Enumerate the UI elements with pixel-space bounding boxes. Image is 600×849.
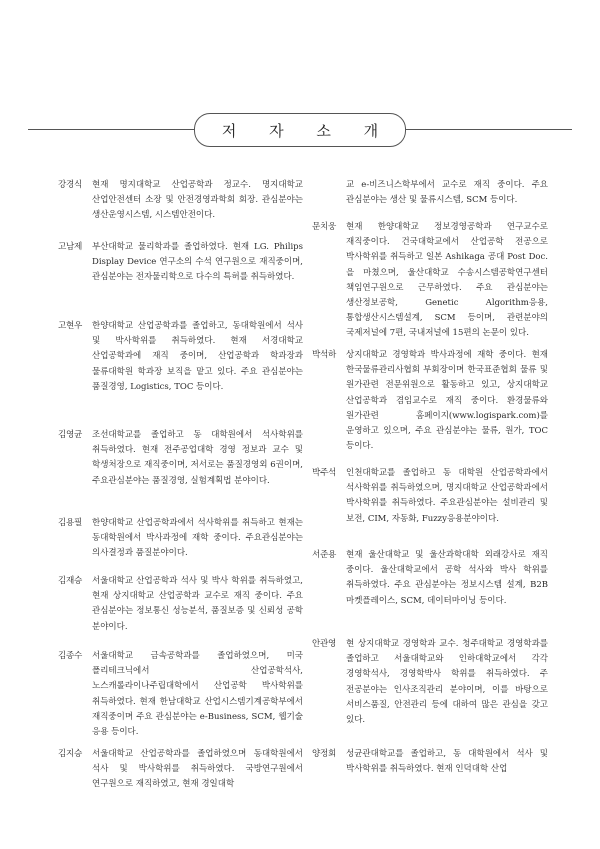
author-entry-continued [312,178,548,220]
author-name: 김지승 [58,749,83,759]
author-bio: 교 e-비즈니스학부에서 교수로 재직 중이다. 주요 관심분야는 생산 및 물류시스템, SCM 등이다. [346,180,548,206]
author-entry [312,348,548,466]
author-name: 고현우 [58,321,83,331]
author-bio: 현재 한양대학교 정보경영공학과 연구교수로 재직중이다. 건국대학교에서 산업공학 전공으로 박사학위를 취득하고 일본 Ashikaga 공대 Post Doc.을 마쳤으며, 울산대학교 수송시스템공학연구센터 책임연구원으로 근무하였다. 주요 관심분야는 생산정보공학, Genetic Algorithm응용, 통합생산시스템설계, SCM 등이며, 관련분야의 국제저널에 7편, 국내저널에 15편의 논문이 있다. [346,222,548,339]
author-entry [58,747,303,793]
section-title [28,110,572,150]
author-name: 양정회 [312,749,337,759]
author-name: 안관영 [312,639,337,649]
author-name: 김종수 [58,651,83,661]
author-entry [58,516,303,574]
author-name: 문치웅 [312,222,337,232]
author-entry [312,637,548,747]
author-bio: 상지대학교 경영학과 박사과정에 재학 중이다. 현재 한국물류관리사협회 부회장이며 한국표준협회 물류 및 원가관련 전문위원으로 활동하고 있고, 상지대학교 산업공학과 겸임교수로 재직 중이다. 환경물류와 원가관련 홈페이지(www.logispark.com)를 운영하고 있으며, 주요 관심분야는 물류, 원가, TOC 등이다. [346,350,548,452]
author-bio: 서울대학교 금속공학과를 졸업하였으며, 미국 폴리테크닉에서 산업공학석사, 노스캐롤라이나주립대학에서 산업공학 박사학위를 취득하였다. 현재 한남대학교 산업시스템기계공학부에서 재직중이며 주요 관심분야는 e-Business, SCM, 웹기술 응용 등이다. [92,651,303,738]
author-bio: 한양대학교 산업공학과를 졸업하고, 동대학원에서 석사 및 박사학위를 취득하였다. 현재 서경대학교 산업공학과에 재직 중이며, 산업공학과 학과장과 물류대학원 학과장 보직을 맡고 있다. 주요 관심분야는 품질경영, Logistics, TOC 등이다. [92,321,303,392]
author-entry [58,178,303,240]
author-entry [312,466,548,548]
author-bio: 현재 명지대학교 산업공학과 정교수. 명지대학교 산업안전센터 소장 및 안전경영과학회 회장. 관심분야는 생산운영시스템, 시스템안전이다. [92,180,303,221]
author-bio: 서울대학교 산업공학과 석사 및 박사 학위를 취득하였고, 현재 상지대학교 산업공학과 교수로 재직 중이다. 주요 관심분야는 정보통신 성능분석, 품질보증 및 신뢰성 공학 분야이다. [92,576,303,632]
author-bio: 현 상지대학교 경영학과 교수. 청주대학교 경영학과를 졸업하고 서울대학교와 인하대학교에서 각각 경영학석사, 경영학박사 학위를 취득하였다. 주 전공분야는 인사조직관리 분야이며, 이를 바탕으로 서비스품질, 안전관리 등에 대하여 많은 관심을 갖고 있다. [346,639,548,726]
author-bio: 조선대학교를 졸업하고 동 대학원에서 석사학위를 취득하였다. 현재 전주공업대학 경영 정보과 교수 및 학생처장으로 재직중이며, 저서로는 품질경영외 6권이며, 주요관심분야는 품질경영, 실험계획법 분야이다. [92,430,303,486]
author-name: 박석하 [312,350,337,360]
right-column [312,178,548,777]
author-name: 강경식 [58,180,83,190]
author-bio: 한양대학교 산업공학과에서 석사학위를 취득하고 현재는 동대학원에서 박사과정에 재학 중이다. 주요관심분야는 의사결정과 품질분야이다. [92,518,303,559]
author-name: 김영균 [58,430,83,440]
author-bio: 성균관대학교를 졸업하고, 동 대학원에서 석사 및 박사학위를 취득하였다. 현재 인덕대학 산업 [346,749,548,775]
author-entry [58,240,303,319]
page-title: 저 자 소 개 [221,121,393,140]
author-entry [58,319,303,428]
author-bio: 인천대학교를 졸업하고 동 대학원 산업공학과에서 석사학위를 취득하였으며, 명지대학교 산업공학과에서 박사학위를 취득하였다. 주요관심분야는 설비관리 및 보전, CIM, 자동화, Fuzzy응용분야이다. [346,468,548,524]
author-entry [58,428,303,516]
author-name: 서준용 [312,550,337,560]
author-bio: 현재 울산대학교 및 울산과학대학 외래강사로 재직 중이다. 울산대학교에서 공학 석사와 박사 학위를 취득하였다. 주요 관심분야는 정보시스템 설계, B2B 마켓플레이스, SCM, 데이터마이닝 등이다. [346,550,548,606]
author-entry [312,220,548,348]
title-frame [194,113,406,147]
author-bio: 부산대학교 물리학과를 졸업하였다. 현재 LG. Philips Display Device 연구소의 수석 연구원으로 재직중이며, 관심분야는 전자물리학으로 다수의 특허를 취득하였다. [92,242,303,283]
author-entry [58,574,303,649]
author-name: 고남제 [58,242,83,252]
author-name: 김재승 [58,576,83,586]
author-name: 김용필 [58,518,83,528]
author-bio: 서울대학교 산업공학과를 졸업하였으며 동대학원에서 석사 및 박사학위를 취득하였다. 국방연구원에서 연구원으로 재직하였고, 현재 경일대학 [92,749,303,790]
author-entry [312,548,548,637]
author-entry [312,747,548,777]
left-column [58,178,303,793]
author-name: 박주석 [312,468,337,478]
author-entry [58,649,303,747]
